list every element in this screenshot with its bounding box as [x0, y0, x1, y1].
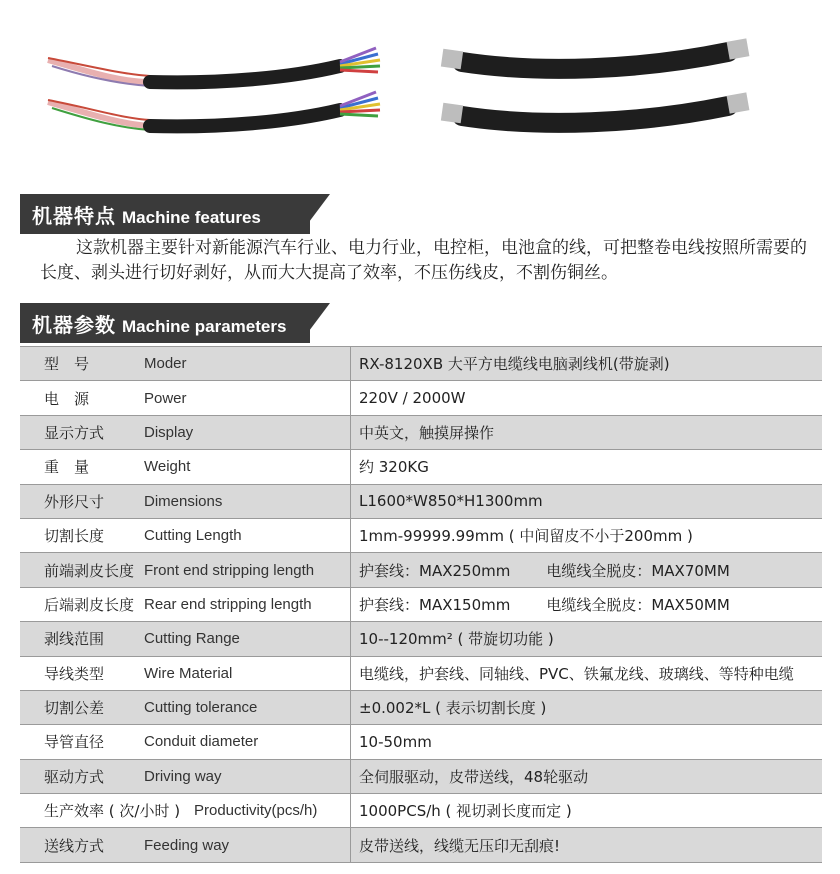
- param-name-en: Dimensions: [144, 484, 351, 518]
- features-title: [32, 200, 261, 229]
- table-row: [20, 656, 822, 690]
- param-value: [351, 553, 823, 587]
- table-row: [20, 415, 822, 449]
- param-name-en: Cutting tolerance: [144, 690, 351, 724]
- parameters-title: [32, 309, 286, 338]
- param-value: 中英文，触摸屏操作: [351, 415, 823, 449]
- table-row: [20, 690, 822, 724]
- param-value-part: 护套线：MAX250mm: [359, 561, 511, 580]
- param-name-en: Driving way: [144, 759, 351, 793]
- param-value: 全伺服驱动，皮带送线，48轮驱动: [351, 759, 823, 793]
- header-slash: [300, 194, 330, 234]
- param-name-en: Power: [144, 381, 351, 415]
- param-name-cn: 送线方式: [20, 828, 144, 862]
- table-row: [20, 347, 822, 381]
- param-name-cn: 型 号: [20, 347, 144, 381]
- param-value: 10-50mm: [351, 725, 823, 759]
- parameters-table: [20, 346, 822, 863]
- param-name-cn: 导管直径: [20, 725, 144, 759]
- param-name-en: Feeding way: [144, 828, 351, 862]
- table-row: [20, 587, 822, 621]
- black-power-cable-photo: [441, 92, 750, 123]
- table-row: [20, 381, 822, 415]
- features-header: [0, 194, 340, 234]
- param-name-en: Moder: [144, 347, 351, 381]
- table-row: [20, 622, 822, 656]
- param-name-cn: 外形尺寸: [20, 484, 144, 518]
- param-value: 约 320KG: [351, 450, 823, 484]
- table-row: [20, 518, 822, 552]
- param-value: ±0.002*L ( 表示切割长度 ): [351, 690, 823, 724]
- param-name-en: Productivity(pcs/h): [144, 794, 351, 828]
- table-row: [20, 828, 822, 862]
- black-power-cable-photo: [441, 38, 750, 69]
- param-name-en: Cutting Length: [144, 518, 351, 552]
- param-value: [351, 587, 823, 621]
- table-row: [20, 794, 822, 828]
- parameters-title-cn: 机器参数: [32, 313, 116, 337]
- features-title-cn: 机器特点: [32, 204, 116, 228]
- multicore-cable-photo: [48, 48, 380, 86]
- param-name-cn: 生产效率 ( 次/小时 ): [20, 794, 144, 828]
- table-row: [20, 553, 822, 587]
- param-name-cn: 前端剥皮长度: [20, 553, 144, 587]
- param-name-cn: 后端剥皮长度: [20, 587, 144, 621]
- param-name-en: Conduit diameter: [144, 725, 351, 759]
- table-row: [20, 725, 822, 759]
- param-value: 220V / 2000W: [351, 381, 823, 415]
- table-row: [20, 759, 822, 793]
- param-name-cn: 显示方式: [20, 415, 144, 449]
- param-name-cn: 重 量: [20, 450, 144, 484]
- header-slash: [300, 303, 330, 343]
- param-value-part: 电缆线全脱皮：MAX70MM: [546, 561, 730, 580]
- param-name-en: Front end stripping length: [144, 553, 351, 587]
- param-name-cn: 驱动方式: [20, 759, 144, 793]
- param-name-cn: 切割公差: [20, 690, 144, 724]
- param-name-en: Weight: [144, 450, 351, 484]
- param-name-cn: 导线类型: [20, 656, 144, 690]
- features-title-en: Machine features: [122, 208, 261, 227]
- param-value-part: 护套线：MAX150mm: [359, 595, 511, 614]
- param-name-en: Cutting Range: [144, 622, 351, 656]
- parameters-title-en: Machine parameters: [122, 317, 287, 336]
- multicore-cable-photo: [48, 92, 380, 130]
- param-name-en: Wire Material: [144, 656, 351, 690]
- param-name-en: Rear end stripping length: [144, 587, 351, 621]
- param-value: 电缆线，护套线、同轴线、PVC、铁氟龙线、玻璃线、等特种电缆: [351, 656, 823, 690]
- param-name-en: Display: [144, 415, 351, 449]
- param-value-part: 电缆线全脱皮：MAX50MM: [546, 595, 730, 614]
- param-value: 1mm-99999.99mm ( 中间留皮不小于200mm ): [351, 518, 823, 552]
- param-value: L1600*W850*H1300mm: [351, 484, 823, 518]
- param-name-cn: 剥线范围: [20, 622, 144, 656]
- param-value: RX-8120XB 大平方电缆线电脑剥线机(带旋剥): [351, 347, 823, 381]
- parameters-header: [0, 303, 340, 343]
- param-name-cn: 电 源: [20, 381, 144, 415]
- param-value: 10--120mm² ( 带旋切功能 ): [351, 622, 823, 656]
- product-photos: [0, 0, 840, 180]
- table-row: [20, 450, 822, 484]
- param-value: 1000PCS/h ( 视切剥长度而定 ): [351, 794, 823, 828]
- param-value: 皮带送线，线缆无压印无刮痕!: [351, 828, 823, 862]
- param-name-cn: 切割长度: [20, 518, 144, 552]
- features-description: 这款机器主要针对新能源汽车行业、电力行业，电控柜，电池盒的线，可把整卷电线按照所需要的长度、剥头进行切好剥好，从而大大提高了效率，不压伤线皮，不割伤铜丝。: [40, 238, 807, 283]
- table-row: [20, 484, 822, 518]
